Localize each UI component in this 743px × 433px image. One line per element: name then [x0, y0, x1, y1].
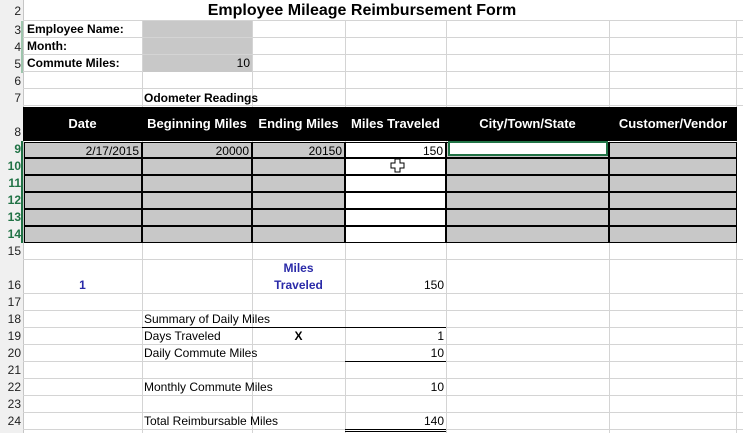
- row-header[interactable]: 24: [7, 414, 21, 428]
- row-header[interactable]: 9: [14, 142, 21, 156]
- row-selection-indicator: [21, 141, 23, 243]
- row-header[interactable]: 6: [14, 74, 21, 88]
- row-header[interactable]: 8: [14, 125, 21, 139]
- miles-traveled-cell[interactable]: [345, 209, 446, 226]
- row-header[interactable]: 17: [7, 295, 21, 309]
- cross-cursor-icon: [390, 158, 406, 174]
- total-reimbursable-label: Total Reimbursable Miles: [144, 414, 279, 428]
- ending-miles-cell[interactable]: [252, 158, 345, 175]
- multiply-mark: X: [294, 329, 303, 343]
- column-header-beginning-miles: Beginning Miles: [147, 116, 247, 131]
- daily-commute-label: Daily Commute Miles: [144, 346, 258, 360]
- summary-label: Summary of Daily Miles: [144, 312, 271, 326]
- commute-miles-input[interactable]: 10: [143, 55, 252, 72]
- row-header[interactable]: 2: [14, 4, 21, 18]
- beginning-miles-cell[interactable]: 20000: [142, 142, 252, 158]
- gridline: [23, 412, 743, 413]
- total-double-rule-top: [345, 429, 446, 430]
- city-town-state-cell[interactable]: [446, 158, 609, 175]
- miles-traveled-cell[interactable]: [345, 226, 446, 243]
- row-header[interactable]: 7: [14, 91, 21, 105]
- total-reimbursable-value: 140: [423, 414, 444, 428]
- beginning-miles-cell[interactable]: [142, 175, 252, 192]
- customer-vendor-cell[interactable]: [609, 192, 737, 209]
- ending-miles-cell[interactable]: [252, 192, 345, 209]
- active-cell[interactable]: [448, 141, 608, 156]
- column-header-customer-vendor: Customer/Vendor: [618, 116, 728, 131]
- odometer-readings-label: Odometer Readings: [144, 91, 259, 105]
- beginning-miles-cell[interactable]: [142, 158, 252, 175]
- month-input[interactable]: [143, 38, 252, 54]
- row-header[interactable]: 14: [7, 227, 21, 241]
- beginning-miles-cell[interactable]: [142, 192, 252, 209]
- row-header[interactable]: 15: [7, 244, 21, 258]
- column-header-miles-traveled: Miles Traveled: [351, 116, 440, 131]
- gridline: [23, 310, 743, 311]
- row-header[interactable]: 18: [7, 312, 21, 326]
- row-selection-indicator: [21, 21, 23, 73]
- miles-traveled-label-line1: Miles: [283, 261, 314, 275]
- column-header-city-town-state: City/Town/State: [479, 116, 576, 131]
- column-header-date: Date: [68, 116, 97, 131]
- days-count: 1: [79, 278, 86, 292]
- city-town-state-cell[interactable]: [446, 209, 609, 226]
- gridline: [23, 88, 743, 89]
- date-cell[interactable]: [24, 158, 142, 175]
- ending-miles-cell[interactable]: 20150: [252, 142, 345, 158]
- miles-traveled-cell[interactable]: [345, 192, 446, 209]
- date-cell[interactable]: [24, 209, 142, 226]
- row-header[interactable]: 11: [8, 176, 21, 190]
- ending-miles-cell[interactable]: [252, 175, 345, 192]
- gridline: [23, 20, 743, 21]
- row-header[interactable]: 12: [7, 193, 21, 207]
- miles-traveled-label-line2: Traveled: [274, 278, 323, 292]
- customer-vendor-cell[interactable]: [609, 209, 737, 226]
- row-header[interactable]: 13: [7, 210, 21, 224]
- city-town-state-cell[interactable]: [446, 192, 609, 209]
- row-header[interactable]: 22: [7, 380, 21, 394]
- row-header[interactable]: 20: [7, 346, 21, 360]
- date-cell[interactable]: [24, 226, 142, 243]
- customer-vendor-cell[interactable]: [609, 158, 737, 175]
- month-label: Month:: [27, 39, 67, 53]
- date-cell[interactable]: 2/17/2015: [24, 142, 142, 158]
- ending-miles-cell[interactable]: [252, 226, 345, 243]
- row-header[interactable]: 10: [7, 159, 21, 173]
- days-traveled-value: 1: [437, 329, 444, 343]
- row-header[interactable]: 23: [7, 397, 21, 411]
- customer-vendor-cell[interactable]: [609, 175, 737, 192]
- row-header[interactable]: 16: [7, 278, 21, 292]
- row-header[interactable]: 3: [14, 23, 21, 37]
- form-title: Employee Mileage Reimbursement Form: [207, 2, 517, 19]
- row-header[interactable]: 5: [14, 57, 21, 71]
- gridline: [23, 378, 743, 379]
- total-double-rule-bottom: [345, 431, 446, 432]
- ending-miles-cell[interactable]: [252, 209, 345, 226]
- beginning-miles-cell[interactable]: [142, 209, 252, 226]
- employee-name-input[interactable]: [143, 21, 252, 37]
- row-header[interactable]: 21: [7, 363, 21, 377]
- row-header[interactable]: 19: [7, 329, 21, 343]
- miles-traveled-cell[interactable]: 150: [345, 142, 446, 158]
- column-header-ending-miles: Ending Miles: [258, 116, 339, 131]
- date-cell[interactable]: [24, 175, 142, 192]
- city-town-state-cell[interactable]: [446, 175, 609, 192]
- commute-miles-label: Commute Miles:: [27, 56, 120, 70]
- date-cell[interactable]: [24, 192, 142, 209]
- miles-traveled-cell[interactable]: [345, 175, 446, 192]
- customer-vendor-cell[interactable]: [609, 226, 737, 243]
- customer-vendor-cell[interactable]: [609, 142, 737, 158]
- days-traveled-label: Days Traveled: [144, 329, 221, 343]
- city-town-state-cell[interactable]: [446, 226, 609, 243]
- miles-traveled-total: 150: [423, 278, 444, 292]
- daily-commute-rule: [345, 361, 446, 362]
- monthly-commute-value: 10: [430, 380, 444, 394]
- gridline: [23, 105, 743, 106]
- employee-name-label: Employee Name:: [27, 22, 124, 36]
- monthly-commute-label: Monthly Commute Miles: [144, 380, 273, 394]
- gridline: [23, 259, 743, 260]
- daily-commute-value: 10: [430, 346, 444, 360]
- summary-rule: [142, 327, 446, 328]
- row-header[interactable]: 4: [14, 40, 21, 54]
- beginning-miles-cell[interactable]: [142, 226, 252, 243]
